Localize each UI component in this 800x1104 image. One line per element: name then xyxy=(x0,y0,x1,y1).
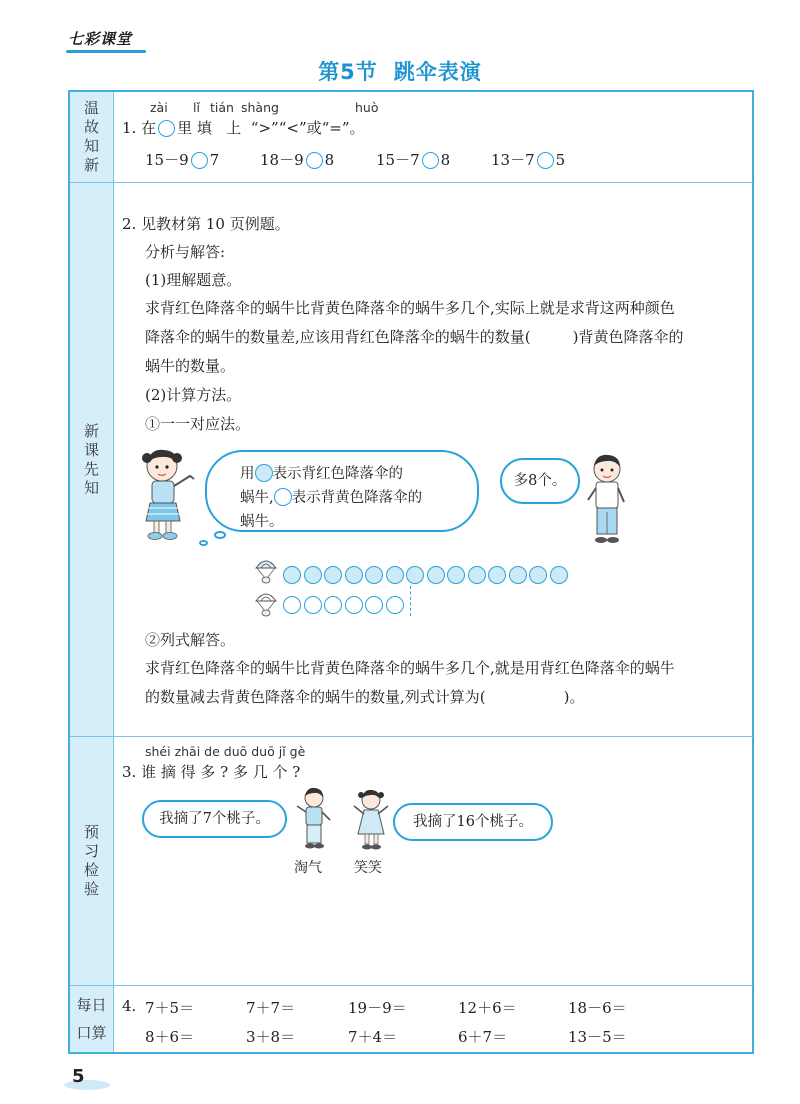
bubble-tail xyxy=(214,531,226,539)
expr-right: 8 xyxy=(440,151,451,169)
text-line xyxy=(145,323,745,352)
q4-number: 4. xyxy=(122,997,137,1015)
calc-item: 12＋6＝ xyxy=(458,999,517,1017)
calc-item: 13－5＝ xyxy=(568,1028,627,1046)
red-snail-circle xyxy=(283,566,301,584)
q3-question xyxy=(122,762,300,782)
answer-circle-icon[interactable] xyxy=(537,152,554,169)
q1-expr-1 xyxy=(145,150,219,170)
boy-figure xyxy=(582,452,632,548)
text-line xyxy=(145,683,745,712)
matching-divider xyxy=(410,586,411,616)
q2-method2: ②列式解答。 xyxy=(145,631,236,649)
red-snail-circle xyxy=(509,566,527,584)
side-label-new: 新课先知 xyxy=(70,183,114,736)
answer-circle-icon[interactable] xyxy=(422,152,439,169)
text-line xyxy=(240,486,422,510)
red-snail-circle xyxy=(406,566,424,584)
text-line xyxy=(240,462,422,486)
text-part: 表示背黄色降落伞的 xyxy=(291,490,423,506)
brand-underline xyxy=(66,50,146,53)
calc-item: 19－9＝ xyxy=(348,999,407,1017)
q2-step2: (2)计算方法。 xyxy=(145,386,242,404)
red-snail-circle xyxy=(529,566,547,584)
q1-word: 里 xyxy=(177,119,193,137)
red-snail-circle xyxy=(447,566,465,584)
expr-left: 15－7 xyxy=(376,151,420,169)
q1-word: 填 xyxy=(196,119,212,137)
red-snail-circle xyxy=(468,566,486,584)
legend-text xyxy=(240,462,422,534)
expr-left: 15－9 xyxy=(145,151,189,169)
red-snail-circle xyxy=(345,566,363,584)
calc-item: 7＋7＝ xyxy=(246,999,296,1017)
expr-right: 5 xyxy=(555,151,566,169)
page-title xyxy=(0,56,800,86)
side-label-preview: 预习检验 xyxy=(70,737,114,985)
q3-text: 谁 摘 得 多 ? 多 几 个 ? xyxy=(141,763,301,781)
q2-analysis-label: 分析与解答: xyxy=(145,243,226,261)
yellow-circle-icon xyxy=(274,488,292,506)
red-parachute-icon xyxy=(254,556,278,586)
calc-item: 18－6＝ xyxy=(568,999,627,1017)
bubble-text: 我摘了7个桃子。 xyxy=(159,811,270,827)
red-snail-circle xyxy=(365,566,383,584)
q2-method1: ①一一对应法。 xyxy=(145,415,251,433)
calc-item: 6＋7＝ xyxy=(458,1028,508,1046)
expr-right: 8 xyxy=(324,151,335,169)
text-part: 降落伞的蜗牛的数量差,应该用背红色降落伞的蜗牛的数量( xyxy=(145,328,531,346)
bubble-text: 我摘了16个桃子。 xyxy=(413,814,533,830)
q1-expr-4 xyxy=(491,150,565,170)
q1-pinyin-tian: tián xyxy=(210,100,234,115)
name-xiaoxiao: 笑笑 xyxy=(354,860,382,876)
text-part: 表示背红色降落伞的 xyxy=(272,466,403,482)
bubble-tail xyxy=(199,540,208,546)
divider xyxy=(70,182,753,183)
q3-pinyin: shéi zhāi de duō duō jǐ gè xyxy=(145,744,306,759)
expr-right: 7 xyxy=(209,151,220,169)
q1-pinyin-li: lǐ xyxy=(193,100,200,115)
q1-number: 1. xyxy=(122,119,137,137)
text-part: )背黄色降落伞的 xyxy=(572,328,684,346)
yellow-snail-circle xyxy=(283,596,301,614)
yellow-snail-circle xyxy=(386,596,404,614)
answer-circle-icon[interactable] xyxy=(306,152,323,169)
calc-item: 8＋6＝ xyxy=(145,1028,195,1046)
text-part: 的数量减去背黄色降落伞的蜗牛的数量,列式计算为( xyxy=(145,688,486,706)
q1-word: “=”。 xyxy=(321,119,365,137)
q1-question xyxy=(122,118,365,138)
bubble-text: 多8个。 xyxy=(513,473,567,489)
q3-number: 3. xyxy=(122,763,137,781)
expr-left: 18－9 xyxy=(260,151,304,169)
yellow-snail-circle xyxy=(365,596,383,614)
text-part: )。 xyxy=(563,688,585,706)
name-taoqi: 淘气 xyxy=(294,860,322,876)
q1-pinyin-huo: huò xyxy=(355,100,379,115)
answer-circle-icon[interactable] xyxy=(191,152,208,169)
red-circle-icon xyxy=(255,464,273,482)
q2-paragraph-1 xyxy=(145,294,745,381)
text-line: 蜗牛。 xyxy=(240,514,284,530)
xiaoxiao-figure xyxy=(350,788,392,852)
blank-circle-icon xyxy=(158,120,175,137)
q1-expr-3 xyxy=(376,150,450,170)
yellow-parachute-icon xyxy=(254,589,278,619)
text-line: 求背红色降落伞的蜗牛比背黄色降落伞的蜗牛多几个,实际上就是求背这两种颜色 xyxy=(145,299,675,317)
q2-paragraph-2 xyxy=(145,654,745,712)
page-number-decoration xyxy=(64,1080,110,1090)
expr-left: 13－7 xyxy=(491,151,535,169)
side-label-review: 温故知新 xyxy=(70,92,114,182)
q1-pinyin-zai: zài xyxy=(150,100,168,115)
calc-item: 3＋8＝ xyxy=(246,1028,296,1046)
side-label-daily: 每日口算 xyxy=(70,986,114,1052)
red-snail-circle xyxy=(324,566,342,584)
taoqi-figure xyxy=(294,786,334,852)
divider xyxy=(70,736,753,737)
yellow-snail-circle xyxy=(324,596,342,614)
divider xyxy=(70,985,753,986)
red-snail-circle xyxy=(550,566,568,584)
text-line: 蜗牛的数量。 xyxy=(145,357,236,375)
q1-word: 在 xyxy=(141,119,157,137)
text-part: 蜗牛, xyxy=(240,490,274,506)
speech-bubble-xiaoxiao xyxy=(393,803,553,841)
red-snail-circle xyxy=(427,566,445,584)
q1-expr-2 xyxy=(260,150,334,170)
text-line: 求背红色降落伞的蜗牛比背黄色降落伞的蜗牛多几个,就是用背红色降落伞的蜗牛 xyxy=(145,659,675,677)
page-number: 5 xyxy=(72,1066,85,1087)
section-number: 第5节 xyxy=(318,60,378,84)
red-snail-circle xyxy=(304,566,322,584)
girl-figure xyxy=(138,446,208,542)
q2-step1: (1)理解题意。 xyxy=(145,271,242,289)
yellow-snail-circle xyxy=(345,596,363,614)
q1-word: 或 xyxy=(306,119,322,137)
speech-bubble-taoqi xyxy=(142,800,287,838)
calc-item: 7＋4＝ xyxy=(348,1028,398,1046)
section-name: 跳伞表演 xyxy=(393,60,482,84)
q2-heading: 2. 见教材第 10 页例题。 xyxy=(122,215,290,233)
q1-pinyin-shang: shàng xyxy=(241,100,279,115)
red-snail-circle xyxy=(386,566,404,584)
q1-word: 上 xyxy=(226,119,242,137)
yellow-snail-circle xyxy=(304,596,322,614)
brand-logo: 七彩课堂 xyxy=(68,30,133,48)
calc-item: 7＋5＝ xyxy=(145,999,195,1017)
text-part: 用 xyxy=(240,466,255,482)
speech-bubble-more xyxy=(500,458,580,504)
red-snail-circle xyxy=(488,566,506,584)
q1-word: “>”“<” xyxy=(250,119,307,137)
